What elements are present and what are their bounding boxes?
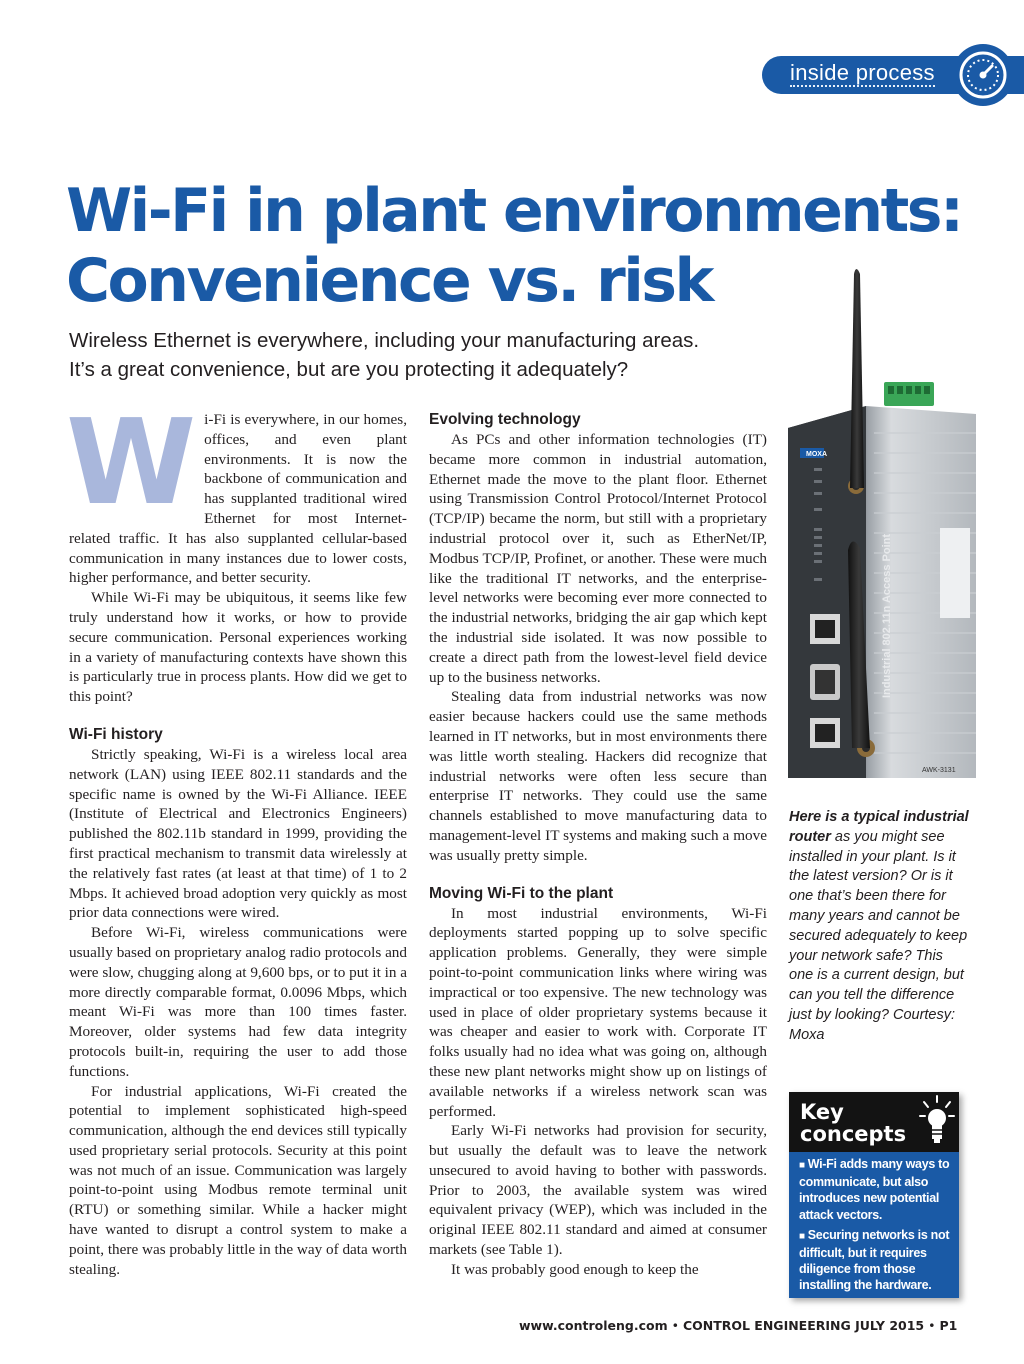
deck-line-1: Wireless Ethernet is everywhere, including your manufacturing areas.	[69, 329, 700, 352]
headline-line-1: Wi-Fi in plant environments:	[66, 176, 962, 246]
paragraph: For industrial applications, Wi-Fi created the potential to implement sophisticated high-speed communication, although the end devices still typically used proprietary serial protocols. Security at this point was not much of an issue. Communication was largely point-to-point using Modbus remote terminal unit (RTU) or something similar. While a hacker might have wanted to disrupt a control system to make a point, there was probably little in the way of data worth stealing.	[69, 1082, 407, 1278]
footer-url: www.controleng.com	[519, 1318, 668, 1333]
subheading-evolving-technology: Evolving technology	[429, 411, 581, 428]
article-column-1	[66, 393, 407, 1279]
paragraph: Before Wi-Fi, wireless communications were usually based on proprietary analog radio protocols and were slow, chugging along at 9,600 bps, or to put it in a more directly comparable format, 0.0096 Mbps, which meant Wi-Fi was more than 100 times faster. Moreover, older systems had few data integrity protocols built-in, requiring the user to add those functions.	[69, 924, 407, 1080]
key-concepts-list	[799, 1156, 955, 1298]
caption-body: as you might see installed in your plant. Is it the latest version? Or is it one that’s been there for many years and cannot be secured adequately to keep your network safe? This one is a current design, but can you tell the difference just by looking? Courtesy: Moxa	[789, 828, 968, 1043]
key-concept-item: ■ Securing networks is not difficult, but it requires diligence from those installing the hardware.	[799, 1227, 955, 1294]
footer-separator: •	[671, 1318, 683, 1333]
key-concept-item: ■ Wi-Fi adds many ways to communicate, but also introduces new potential attack vectors.	[799, 1156, 955, 1223]
key-concepts-title: Key concepts	[800, 1100, 907, 1146]
device-brand: MOXA	[806, 451, 827, 458]
paragraph: Stealing data from industrial networks was now easier because hackers could use the same methods learned in IT networks, but in most environments there was little worth stealing. Hackers did recognize that industrial networks were often less secure than enterprise IT networks. They could use the same channels established to move manufacturing data to management-level IT systems and making such a move was usually pretty simple.	[429, 688, 767, 864]
deck-line-2: It’s a great convenience, but are you protecting it adequately?	[69, 358, 629, 381]
headline-line-2: Convenience vs. risk	[66, 246, 712, 316]
paragraph: Strictly speaking, Wi-Fi is a wireless local area network (LAN) using IEEE 802.11 standards and the specific name is owned by the Wi-Fi Alliance. IEEE (Institute of Electrical and Electronics Engineers) published the 802.11b standard in 1999, providing the first practical mechanism to transmit data wirelessly at the relatively fast rates (at least at that time) of 1 to 2 Mbps. It achieved broad adoption very quickly as most prior data connections were wired.	[69, 745, 407, 922]
paragraph: Early Wi-Fi networks had provision for security, but usually the default was to leave the network unsecured to avoid having to bother with passwords. Prior to 2003, the available system was wired equivalent privacy (WEP), which was included in the original IEEE 802.11 standard and aimed at consumer markets (see Table 1).	[429, 1122, 767, 1259]
caption-lead: Here is a typical industrial router	[789, 809, 969, 845]
section-tab-label: inside process	[790, 60, 935, 85]
device-label: Industrial 802.11n Access Point	[881, 533, 893, 698]
intro-paragraph: i-Fi is everywhere, in our homes, offices, and even plant environments. It is now the backbone of communication and has supplanted traditional wired Ethernet for most Internet-related traffic. It has also supplanted cellular-based communication in many instances due to lower costs, higher performance, and better security.	[69, 411, 407, 587]
device-model: AWK-3131	[922, 767, 956, 774]
subheading-moving-wifi: Moving Wi-Fi to the plant	[429, 884, 614, 902]
paragraph: In most industrial environments, Wi-Fi deployments started popping up to solve specific application problems. Generally, they were simple point-to-point communication links where wiring was impractical or too expensive. The new technology was used in place of older proprietary systems because it was cheaper and easier to work with. Corporate IT folks usually had no idea what was going on, although these new plant networks might show up on listings of available networks if a wireless network scan was performed.	[429, 904, 767, 1120]
gauge-icon	[952, 44, 1014, 106]
drop-cap: W	[66, 393, 197, 531]
lightbulb-icon	[919, 1094, 955, 1155]
footer-separator: •	[928, 1318, 940, 1333]
photo-caption	[789, 808, 971, 1046]
key-concepts-header	[789, 1092, 959, 1152]
article-column-2	[429, 410, 767, 1280]
paragraph: While Wi-Fi may be ubiquitous, it seems like few truly understand how it works, or how to provide secure communication. Personal experiences working in a variety of manufacturing contexts have shown this is particularly true in process plants. How did we get to this point?	[69, 589, 407, 706]
page-footer	[519, 1318, 962, 1333]
subheading-wifi-history: Wi-Fi history	[69, 725, 163, 743]
section-tab	[762, 56, 1024, 94]
deck	[69, 326, 769, 384]
paragraph: It was probably good enough to keep the	[451, 1260, 699, 1278]
paragraph: As PCs and other information technologies (IT) became more common in industrial automation, Ethernet made the move to the plant floor. Ethernet using Transmission Control Protocol/Internet Protocol (TCP/IP) became the norm, but still with a proprietary industrial protocol over it, such as EtherNet/IP, Modbus TCP/IP, Profinet, or another. These were much like the traditional IT networks, and the enterprise-level networks were becoming ever more connected to the industrial networks, bridging the air gap which kept the industrial side isolated. It was now possible to create a direct path from the lowest-level field device up to the business networks.	[429, 431, 767, 686]
footer-publication: CONTROL ENGINEERING JULY 2015	[682, 1318, 925, 1333]
page-number: P1	[939, 1318, 958, 1333]
access-point-photo	[780, 258, 978, 798]
key-concepts-box	[789, 1092, 959, 1298]
